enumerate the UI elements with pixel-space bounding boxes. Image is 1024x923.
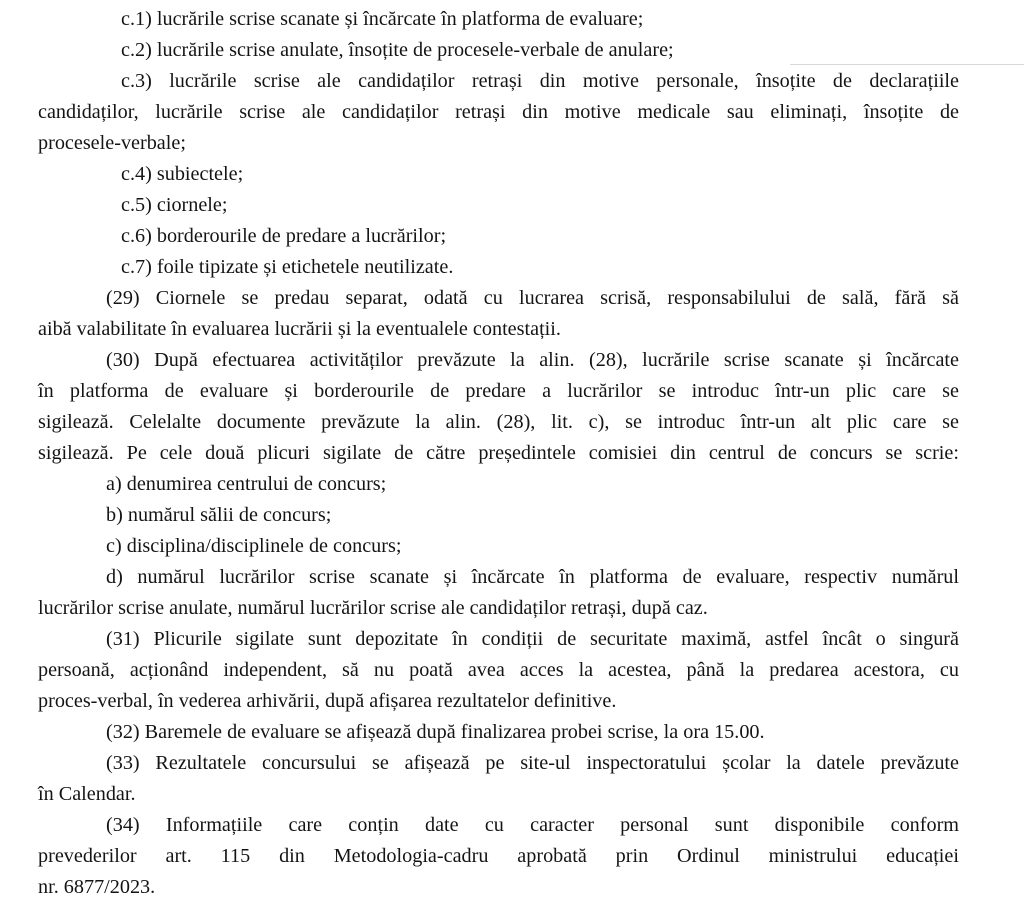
item-c3-line-2: candidaților, lucrările scrise ale candidaților retrași din motive medicale sau eliminați, însoțite de: [38, 101, 959, 123]
document-page: [38, 4, 959, 903]
item-a: a) denumirea centrului de concurs;: [106, 473, 387, 495]
item-c5: c.5) ciornele;: [121, 194, 228, 216]
item-b: b) numărul sălii de concurs;: [106, 504, 332, 526]
item-c4: c.4) subiectele;: [121, 163, 244, 185]
item-c2: c.2) lucrările scrise anulate, însoțite de procesele-verbale de anulare;: [121, 39, 674, 61]
paragraph-34-line-1: (34) Informațiile care conțin date cu caracter personal sunt disponibile conform: [106, 814, 959, 836]
paragraph-30-line-3: sigilează. Celelalte documente prevăzute la alin. (28), lit. c), se introduc într-un alt plic care se: [38, 411, 959, 433]
paragraph-30-line-4: sigilează. Pe cele două plicuri sigilate de către președintele comisiei din centrul de concurs se scrie:: [38, 442, 959, 464]
item-d-line-1: d) numărul lucrărilor scrise scanate și încărcate în platforma de evaluare, respectiv numărul: [106, 566, 959, 588]
item-c1: c.1) lucrările scrise scanate și încărcate în platforma de evaluare;: [121, 8, 644, 30]
paragraph-34-line-2: prevederilor art. 115 din Metodologia-cadru aprobată prin Ordinul ministrului educației: [38, 845, 959, 867]
paragraph-32: (32) Baremele de evaluare se afișează după finalizarea probei scrise, la ora 15.00.: [106, 721, 765, 743]
paragraph-34-line-3: nr. 6877/2023.: [38, 876, 156, 898]
paragraph-29-line-1: (29) Ciornele se predau separat, odată cu lucrarea scrisă, responsabilului de sală, fără să: [106, 287, 959, 309]
item-c6: c.6) borderourile de predare a lucrărilor;: [121, 225, 447, 247]
paragraph-33-line-1: (33) Rezultatele concursului se afișează pe site-ul inspectoratului școlar la datele prevăzute: [106, 752, 959, 774]
item-c3-line-1: c.3) lucrările scrise ale candidaților retrași din motive personale, însoțite de declarațiile: [121, 70, 959, 92]
paragraph-29-line-2: aibă valabilitate în evaluarea lucrării și la eventualele contestații.: [38, 318, 561, 340]
paragraph-31-line-3: proces-verbal, în vederea arhivării, după afișarea rezultatelor definitive.: [38, 690, 617, 712]
item-c7: c.7) foile tipizate și etichetele neutilizate.: [121, 256, 454, 278]
item-d-line-2: lucrărilor scrise anulate, numărul lucrărilor scrise ale candidaților retrași, după caz.: [38, 597, 708, 619]
paragraph-30-line-1: (30) După efectuarea activităților prevăzute la alin. (28), lucrările scrise scanate și încărcate: [106, 349, 959, 371]
paragraph-33-line-2: în Calendar.: [38, 783, 136, 805]
paragraph-31-line-1: (31) Plicurile sigilate sunt depozitate în condiții de securitate maximă, astfel încât o singură: [106, 628, 959, 650]
item-c3-line-3: procesele-verbale;: [38, 132, 186, 154]
paragraph-30-line-2: în platforma de evaluare și borderourile de predare a lucrărilor se introduc într-un plic care se: [38, 380, 959, 402]
item-c: c) disciplina/disciplinele de concurs;: [106, 535, 402, 557]
paragraph-31-line-2: persoană, acționând independent, să nu poată avea acces la acestea, până la predarea acestora, cu: [38, 659, 959, 681]
